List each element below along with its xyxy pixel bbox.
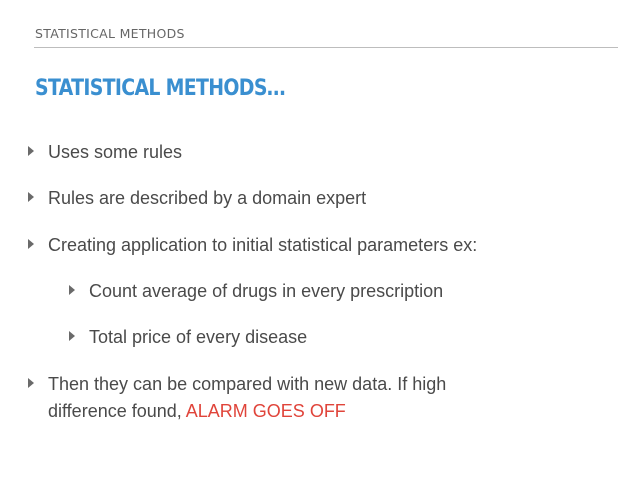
triangle-right-icon: [28, 192, 34, 202]
bullet-text-line1: Then they can be compared with new data. If high: [48, 374, 447, 394]
triangle-right-icon: [28, 378, 34, 388]
bullet-text: Creating application to initial statistical parameters ex:: [48, 235, 478, 255]
triangle-right-icon: [28, 239, 34, 249]
alarm-text: ALARM GOES OFF: [185, 401, 346, 421]
header-label: STATISTICAL METHODS: [35, 26, 185, 41]
bullet-text-line2: difference found,: [48, 401, 186, 421]
header-rule: [34, 47, 618, 48]
triangle-right-icon: [28, 146, 34, 156]
slide-title: STATISTICAL METHODS…: [35, 76, 286, 101]
sub-bullet-text: Count average of drugs in every prescription: [89, 281, 444, 301]
sub-bullet-text: Total price of every disease: [89, 327, 308, 347]
triangle-right-icon: [69, 285, 75, 295]
triangle-right-icon: [69, 331, 75, 341]
bullet-text: Uses some rules: [48, 142, 183, 162]
bullet-text: Rules are described by a domain expert: [48, 188, 367, 208]
